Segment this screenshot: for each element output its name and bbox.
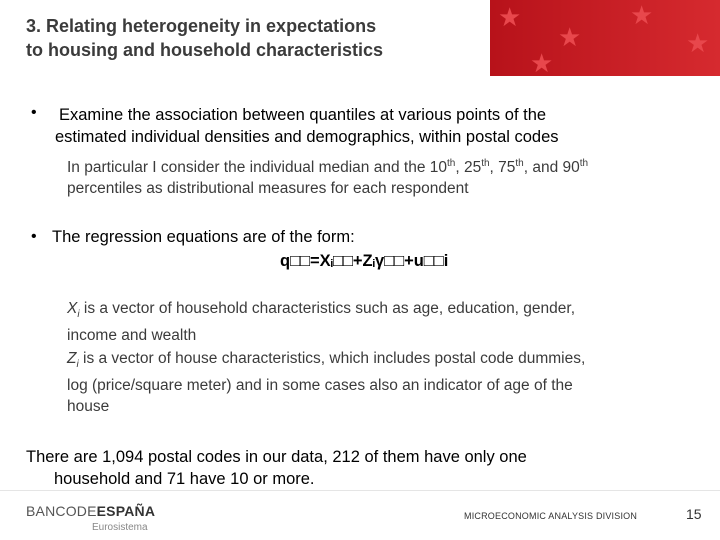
- subtext-line-1: In particular I consider the individual median and the 10th, 25th, 75th, and 90th: [67, 158, 589, 177]
- page-number: 15: [686, 506, 702, 522]
- star-icon: ★: [498, 2, 522, 32]
- header-decoration: [490, 0, 720, 76]
- zi-description: [67, 348, 687, 417]
- star-icon: ★: [686, 28, 710, 58]
- zi-line-3: house: [67, 398, 110, 416]
- summary-line-1: There are 1,094 postal codes in our data, 212 of them have only one: [26, 448, 527, 466]
- bullet-marker: •: [31, 228, 37, 245]
- star-icon: ★: [558, 22, 582, 52]
- banco-de-espana-logo: BANCODEESPAÑA: [26, 503, 156, 519]
- zi-line-1: $Z_i$ is a vector of house characteristics, which includes postal code dummies,: [67, 350, 586, 371]
- eurosistema-label: Eurosistema: [92, 522, 148, 533]
- star-icon: ★: [530, 48, 554, 76]
- bullet-1-text: [55, 104, 675, 148]
- bullet-1-line-2: estimated individual densities and demographics, within postal codes: [55, 128, 559, 146]
- bullet-1-line-1: Examine the association between quantiles at various points of the: [59, 106, 547, 124]
- slide-title: [26, 14, 476, 62]
- bullet-2-text: The regression equations are of the form:: [52, 228, 355, 246]
- subtext-line-2: percentiles as distributional measures for each respondent: [67, 180, 469, 198]
- summary-line-2: household and 71 have 10 or more.: [54, 470, 315, 488]
- regression-equation: q□□=Xᵢ□□+Zᵢγ□□+u□□i: [280, 252, 449, 270]
- xi-description: [67, 298, 687, 346]
- xi-line-1: $X_i$ is a vector of household characteristics such as age, education, gender,: [67, 300, 576, 321]
- title-line-1: 3. Relating heterogeneity in expectations: [26, 16, 377, 36]
- bullet-marker: •: [31, 104, 37, 121]
- title-line-2: to housing and household characteristics: [26, 40, 384, 60]
- division-label: MICROECONOMIC ANALYSIS DIVISION: [464, 511, 638, 521]
- xi-line-2: income and wealth: [67, 327, 197, 345]
- summary-text: [26, 446, 646, 490]
- star-icon: ★: [630, 0, 654, 30]
- footer-divider: [0, 490, 720, 491]
- bullet-1-subtext: [67, 153, 697, 199]
- zi-line-2: log (price/square meter) and in some cases also an indicator of age of the: [67, 377, 573, 395]
